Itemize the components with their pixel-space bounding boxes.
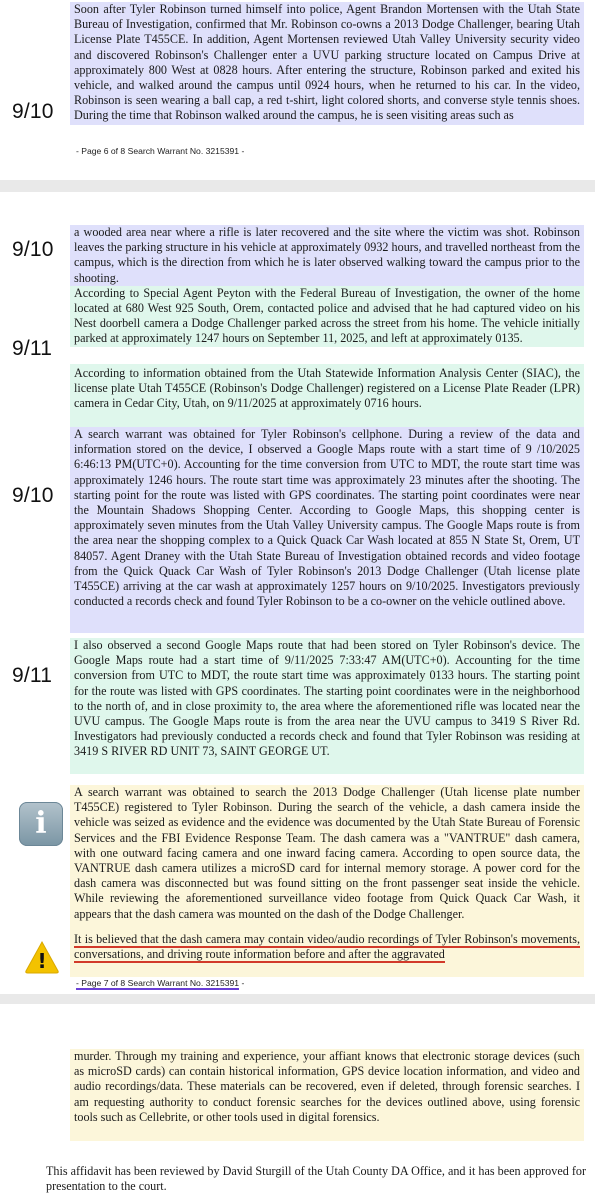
closing-paragraph: This affidavit has been reviewed by David Sturgill of the Utah County DA Office, and it has been approved for presentation to the court. [46, 1164, 586, 1194]
paragraph-shooting-route [70, 225, 584, 353]
paragraph-cellphone-route: A search warrant was obtained for Tyler Robinson's cellphone. During a review of the data and information stored on the device, I observed a Google Maps route with a start time of 9 /10/2025 6:46:13 PM(UTC+0). Accounting for the time conversion from UTC to MDT, the route start time was approximately 1246 hours. The route start time was approximately 23 minutes after the shooting. The starting point for the route was listed with GPS coordinates. The starting point coordinates were near the Mountain Shadows Shopping Center. According to Google Maps, this shopping center is approximately seven minutes from the Utah Valley University campus. The Google Maps route is from the area near the shopping complex to a Quick Quack Car Wash located at 855 N State St, Orem, UT 84057. Agent Draney with the Utah State Bureau of Investigation obtained records and video footage from the Quick Quack Car Wash of Tyler Robinson's 2013 Dodge Challenger (Utah license plate T455CE) arriving at the car wash at approximately 1257 hours on 9/10/2025. Investigators previously conducted a records check and found Tyler Robinson to be a co-owner on the vehicle outlined above. [70, 427, 584, 633]
footer-tail: - [239, 978, 245, 988]
info-icon: i [19, 802, 63, 846]
document-page-7 [0, 192, 595, 994]
page-footer: - Page 6 of 8 Search Warrant No. 3215391 - [76, 146, 245, 156]
highlighted-text-green: According to Special Agent Peyton with the Federal Bureau of Investigation, the owner of the home located at 680 West 925 South, Orem, contacted police and advised that he had captured video on his Nest doorbell camera a Dodge Challenger parked across the street from his home. The vehicle initially parked at approximately 1247 hours on September 11, 2025, and left at approximately 0135. [70, 286, 584, 347]
page-footer [76, 978, 244, 988]
highlighted-text-blue: a wooded area near where a rifle is later recovered and the site where the victim was shot. Robinson leaves the parking structure in his vehicle at approximately 0932 hours, and travelled northeast from the campus, which is the direction from which he is later observed walking toward the campus prior to the shooting. [70, 225, 584, 286]
paragraph-second-route: I also observed a second Google Maps route that had been stored on Tyler Robinson's device. The Google Maps route had a start time of 9/11/2025 7:33:47 AM(UTC+0). Accounting for the time conversion from UTC to MDT, the route start time was approximately 0133 hours. The starting point for the route was listed with GPS coordinates. The starting point coordinates were in the neighborhood to the north of, and in close proximity to, the area where the aforementioned rifle was located near the UVU campus. The Google Maps route is from the area near the UVU campus to 3419 S River Rd. Investigators had previously conducted a records check and found that Tyler Robinson was residing at 3419 S RIVER RD UNIT 73, SAINT GEORGE UT. [70, 638, 584, 774]
warning-icon [24, 940, 60, 974]
paragraph-forensic-request: murder. Through my training and experience, your affiant knows that electronic storage devices (such as microSD cards) can contain historical information, GPS device location information, and video and audio recordings/data. These materials can be recovered, even if deleted, through forensic searches. I am requesting authority to conduct forensic searches for the devices outlined above, using forensic tools such as Cellebrite, or other tools used in digital forensics. [70, 1049, 584, 1141]
underlined-text [74, 932, 580, 962]
date-annotation: 9/11 [12, 664, 53, 687]
document-page-6 [0, 0, 595, 180]
warning-glyph: ! [37, 949, 47, 973]
document-page-8 [0, 1004, 595, 1200]
date-annotation: 9/10 [12, 484, 54, 507]
footer-underlined: - Page 7 of 8 Search Warrant No. 3215391 [76, 978, 240, 988]
paragraph-dash-camera [70, 785, 584, 977]
highlighted-paragraph: Soon after Tyler Robinson turned himself into police, Agent Brandon Mortensen with the Utah State Bureau of Investigation, confirmed that Mr. Robinson co-owns a 2013 Dodge Challenger, bearing Utah License Plate T455CE. In addition, Agent Mortensen reviewed Utah Valley University security video and discovered Robinson's Challenger enter a UVU parking structure located on Campus Drive at approximately 800 West at 0828 hours. After entering the structure, Robinson parked and exited his vehicle, and walked around the campus until 0924 hours, when he returned to his car. In the video, Robinson is seen wearing a ball cap, a red t-shirt, light colored shorts, and converse style tennis shoes. During the time that Robinson walked around the campus, he is seen visiting areas such as [70, 2, 584, 125]
date-annotation: 9/11 [12, 337, 53, 360]
underlined-statement: It is believed that the dash camera may contain video/audio recordings of Tyler Robinson's movements, conversations, and driving route information before and after the aggravated [74, 931, 580, 962]
date-annotation: 9/10 [12, 100, 54, 123]
dash-camera-text: A search warrant was obtained to search the 2013 Dodge Challenger (Utah license plate number T455CE) registered to Tyler Robinson. During the search of the vehicle, a dash camera inside the vehicle was seized as evidence and the evidence was documented by the Utah State Bureau of Forensic Services and the FBI Evidence Response Team. The dash camera was a "VANTRUE" dash camera, with one outward facing camera and one inward facing camera. According to open source data, the VANTRUE dash camera utilizes a microSD card for internal memory storage. A power cord for the dash camera was disconnected but was found sitting on the front passenger seat inside the vehicle. While reviewing the aforementioned surveillance video footage from Quick Quack Car Wash, it appears that the dash camera was mounted on the dash of the Dodge Challenger. [74, 785, 580, 921]
paragraph-lpr-camera: According to information obtained from the Utah Statewide Information Analysis Center (SIAC), the license plate Utah T455CE (Robinson's Dodge Challenger) registered on a License Plate Reader (LPR) camera in Cedar City, Utah, on 9/11/2025 at approximately 0716 hours. [70, 364, 584, 444]
date-annotation: 9/10 [12, 238, 54, 261]
